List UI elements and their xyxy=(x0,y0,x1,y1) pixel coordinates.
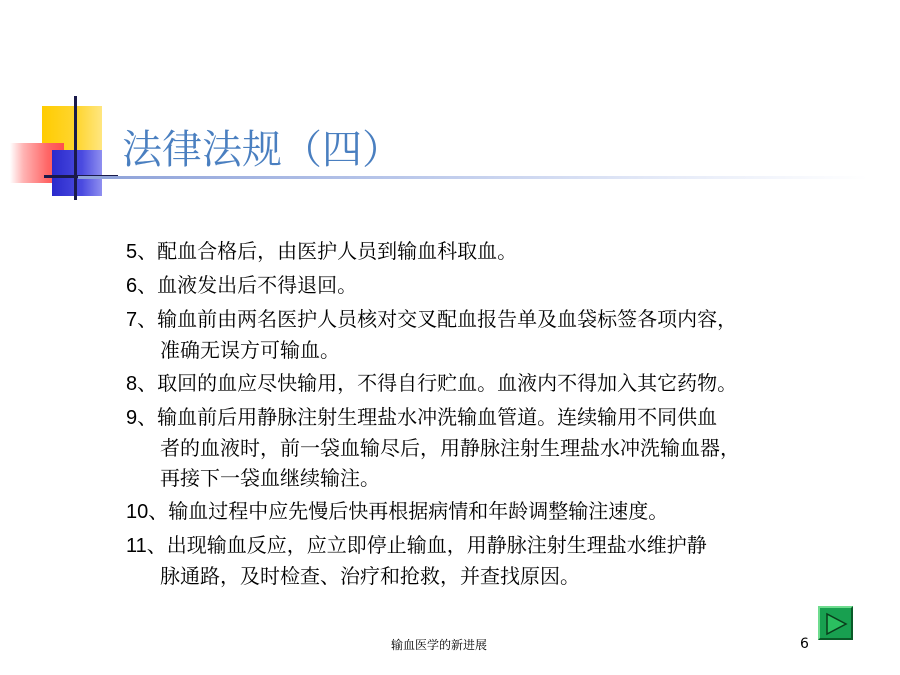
slide-body-list xyxy=(126,236,896,594)
list-item: 7、输血前由两名医护人员核对交叉配血报告单及血袋标签各项内容， 准确无误方可输血。 xyxy=(126,307,738,362)
decor-blue-square xyxy=(52,150,102,196)
footer-text: 输血医学的新进展 xyxy=(391,638,488,652)
title-underline xyxy=(78,176,868,179)
list-item: 9、输血前后用静脉注射生理盐水冲洗输血管道。连续输用不同供血 者的血液时，前一袋血输尽后，用静脉注射生理盐水冲洗输血器， 再接下一袋血继续输注。 xyxy=(126,405,740,490)
next-slide-button[interactable] xyxy=(818,606,853,640)
list-item: 5、配血合格后，由医护人员到输血科取血。 xyxy=(126,239,518,263)
list-item: 10、输血过程中应先慢后快再根据病情和年龄调整输注速度。 xyxy=(126,499,669,523)
list-item: 6、血液发出后不得退回。 xyxy=(126,273,358,297)
page-number: 6 xyxy=(800,636,809,652)
decor-vertical-line xyxy=(74,96,77,200)
list-item: 11、出现输血反应，应立即停止输血，用静脉注射生理盐水维护静 脉通路，及时检查、治疗和抢救，并查找原因。 xyxy=(126,533,707,588)
slide-title: 法律法规（四） xyxy=(122,127,402,173)
play-next-icon xyxy=(823,611,850,637)
list-item: 8、取回的血应尽快输用，不得自行贮血。血液内不得加入其它药物。 xyxy=(126,371,738,395)
